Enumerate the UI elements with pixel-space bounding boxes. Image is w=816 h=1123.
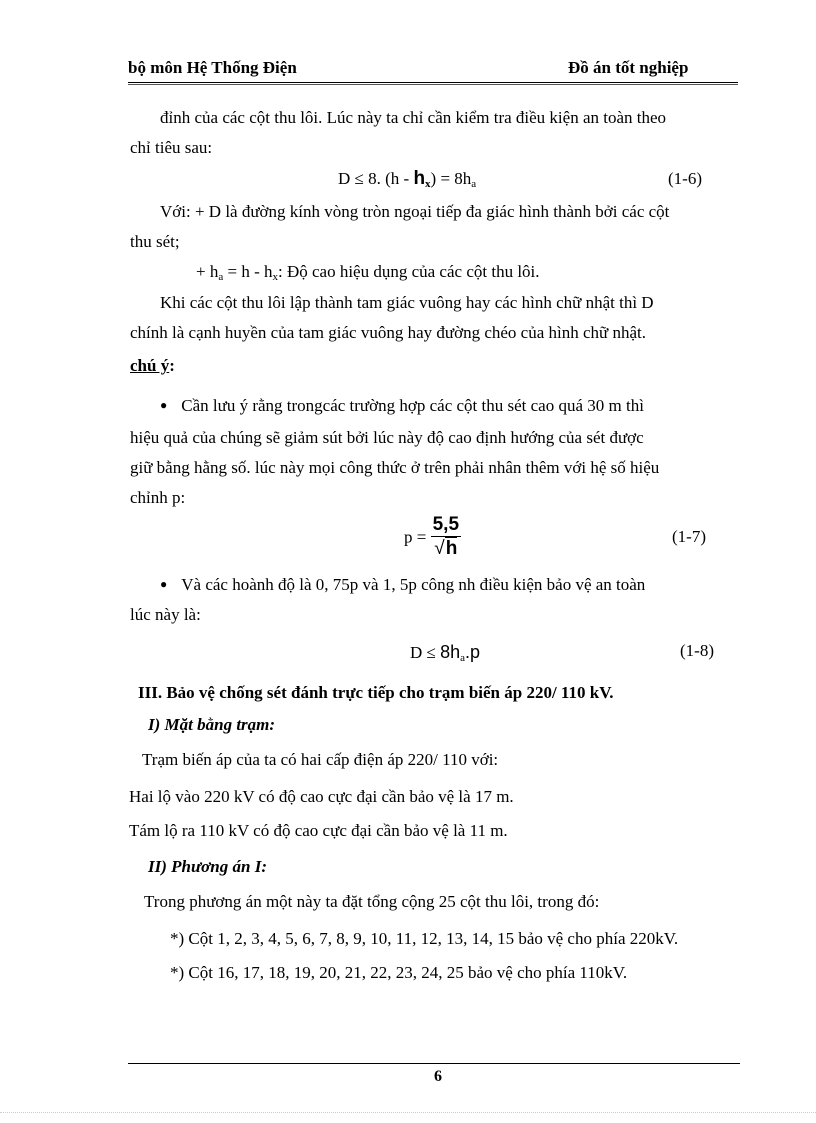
paragraph-line: đỉnh của các cột thu lôi. Lúc này ta chỉ cần kiểm tra điều kiện an toàn theo [160,108,667,127]
note-label-text: chú ý [130,356,170,375]
text-segment: + h [196,262,219,281]
paragraph-line: Trạm biến áp của ta có hai cấp điện áp 220/ 110 với: [142,750,499,769]
equation-lhs: D ≤ [410,643,441,662]
fraction [431,514,461,561]
equation-lhs: p = [404,527,427,547]
equation-1-6 [338,168,476,195]
equation-rhs: ) = 8h [430,169,472,188]
equation-1-7 [404,514,461,561]
page-number: 6 [434,1068,442,1085]
equation-term: 8h [440,642,461,662]
paragraph-line: Hai lộ vào 220 kV có độ cao cực đại cần bảo vệ là 17 m. [129,787,514,806]
sqrt-icon: √ [434,538,445,559]
footer-rule [128,1063,740,1064]
bullet-icon: ● [160,577,168,591]
equation-number: (1-8) [680,641,714,660]
header-department: bộ môn Hệ Thống Điện [128,58,297,77]
equation-1-8 [410,641,480,669]
paragraph-line: lúc này là: [130,605,201,624]
equation-subscript: a [471,178,477,190]
section-heading: III. Bảo vệ chống sét đánh trực tiếp cho trạm biến áp 220/ 110 kV. [138,683,614,702]
header-doc-type: Đồ án tốt nghiệp [568,58,689,77]
paragraph-line: chính là cạnh huyền của tam giác vuông hay đường chéo của hình chữ nhật. [130,323,647,342]
equation-lhs: D ≤ 8. (h - [338,169,414,188]
subscript: a [218,271,224,283]
sqrt-radicand: h [445,538,458,559]
bullet-text: Và các hoành độ là 0, 75p và 1, 5p công nh điều kiện bảo vệ an toàn [181,575,646,594]
paragraph-line: Tám lộ ra 110 kV có độ cao cực đại cần bảo vệ là 11 m. [129,821,508,840]
paragraph-line: chỉnh p: [130,488,186,507]
paragraph-line: Trong phương án một này ta đặt tổng cộng 25 cột thu lôi, trong đó: [144,892,600,911]
bullet-item [160,574,645,597]
subsection-heading: II) Phương án I: [148,857,267,876]
list-item: *) Cột 1, 2, 3, 4, 5, 6, 7, 8, 9, 10, 11, 12, 13, 14, 15 bảo vệ cho phía 220kV. [170,929,679,948]
text-segment: : Độ cao hiệu dụng của các cột thu lôi. [277,262,540,281]
text-segment: = h - h [223,262,273,281]
paragraph-line: chỉ tiêu sau: [130,138,213,157]
paragraph-line: giữ bằng hằng số. lúc này mọi công thức ở trên phải nhân thêm với hệ số hiệu [130,458,660,477]
list-item: *) Cột 16, 17, 18, 19, 20, 21, 22, 23, 24, 25 bảo vệ cho phía 110kV. [170,963,628,982]
equation-number: (1-7) [672,527,706,546]
note-label [130,355,175,377]
header-rule [128,82,738,83]
bullet-icon: ● [160,398,168,412]
equation-number: (1-6) [668,169,702,188]
paragraph-line: Khi các cột thu lôi lập thành tam giác vuông hay các hình chữ nhật thì D [160,293,654,312]
fraction-numerator: 5,5 [432,514,460,535]
equation-h-symbol: h [413,168,426,189]
bullet-item [160,395,644,418]
equation-term: .p [465,642,481,662]
paragraph-line: Với: + D là đường kính vòng tròn ngoại tiếp đa giác hình thành bởi các cột [160,202,670,221]
paragraph-line: thu sét; [130,232,180,251]
bullet-text: Cần lưu ý rằng trongcác trường hợp các cột thu sét cao quá 30 m thì [181,396,644,415]
subscript: x [272,271,278,283]
fraction-denominator [431,537,461,561]
subsection-heading: I) Mặt bằng trạm: [148,715,276,734]
note-colon: : [169,356,175,375]
equation-subscript: a [460,652,466,664]
header-rule-secondary [128,84,738,85]
page-edge-divider [0,1112,816,1113]
equation-subscript: x [425,178,431,190]
paragraph-line [196,261,540,288]
paragraph-line: hiệu quả của chúng sẽ giảm sút bởi lúc này độ cao định hướng của sét được [130,428,644,447]
